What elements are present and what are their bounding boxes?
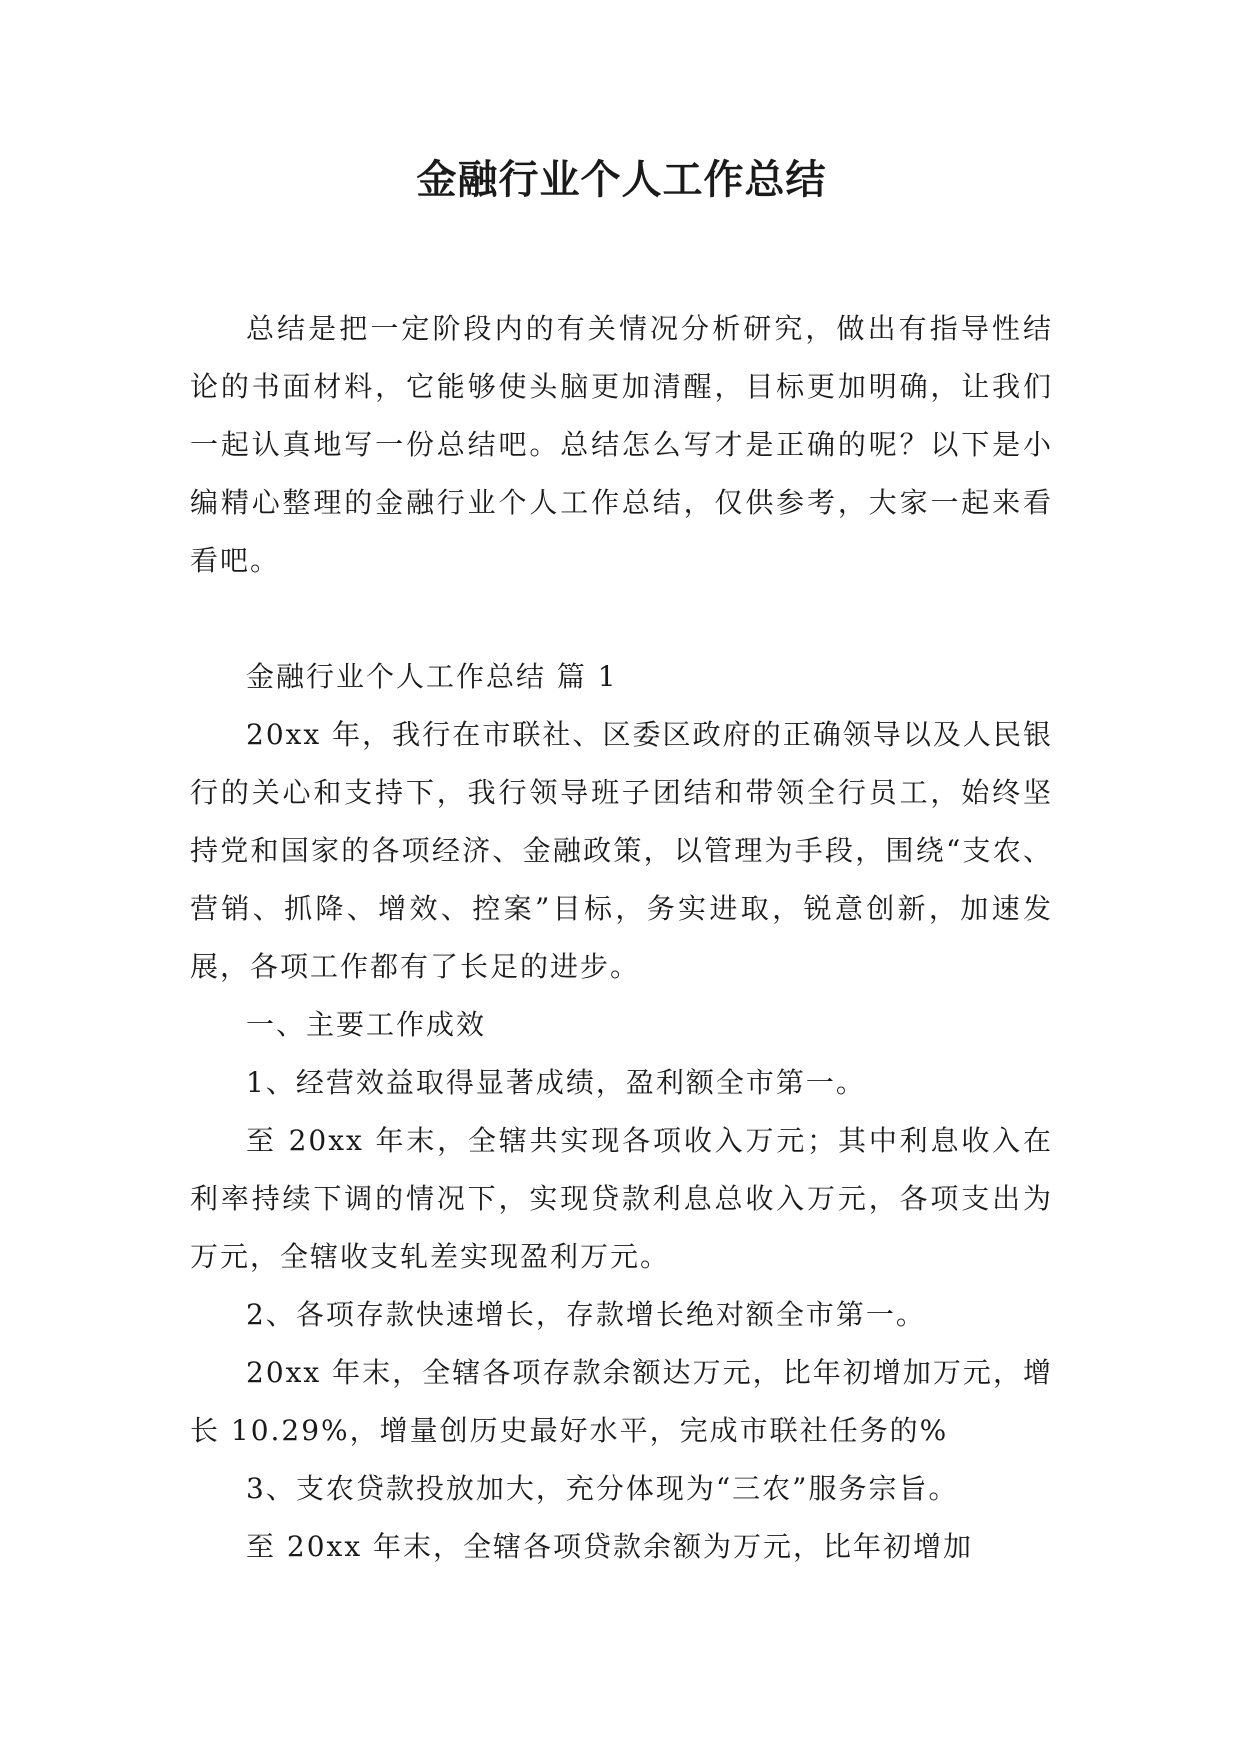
body-paragraph: 20xx 年末，全辖各项存款余额达万元，比年初增加万元，增长 10.29%，增量创历史最好水平，完成市联社任务的% xyxy=(190,1356,1053,1447)
document-title: 金融行业个人工作总结 xyxy=(416,157,827,203)
paragraph-spacer xyxy=(190,590,1053,648)
body-paragraph: 20xx 年，我行在市联社、区委区政府的正确领导以及人民银行的关心和支持下，我行领导班子团结和带领全行员工，始终坚持党和国家的各项经济、金融政策，以管理为手段，围绕“支农、营销、抓降、增效、控案”目标，务实进取，锐意创新，加速发展，各项工作都有了长足的进步。 xyxy=(190,718,1053,983)
subsection-heading: 一、主要工作成效 xyxy=(246,1008,487,1041)
section-heading: 金融行业个人工作总结 篇 1 xyxy=(246,660,618,693)
list-item-heading: 1、经营效益取得显著成绩，盈利额全市第一。 xyxy=(246,1066,866,1099)
document-body xyxy=(190,300,1053,1576)
intro-paragraph: 总结是把一定阶段内的有关情况分析研究，做出有指导性结论的书面材料，它能够使头脑更加清醒，目标更加明确，让我们一起认真地写一份总结吧。总结怎么写才是正确的呢？以下是小编精心整理的金融行业个人工作总结，仅供参考，大家一起来看看吧。 xyxy=(190,312,1053,577)
list-item-heading: 2、各项存款快速增长，存款增长绝对额全市第一。 xyxy=(246,1298,926,1331)
list-item-heading: 3、支农贷款投放加大，充分体现为“三农”服务宗旨。 xyxy=(246,1472,959,1505)
body-paragraph: 至 20xx 年末，全辖共实现各项收入万元；其中利息收入在利率持续下调的情况下，实现贷款利息总收入万元，各项支出为万元，全辖收支轧差实现盈利万元。 xyxy=(190,1124,1053,1273)
body-paragraph: 至 20xx 年末，全辖各项贷款余额为万元，比年初增加 xyxy=(246,1530,974,1563)
